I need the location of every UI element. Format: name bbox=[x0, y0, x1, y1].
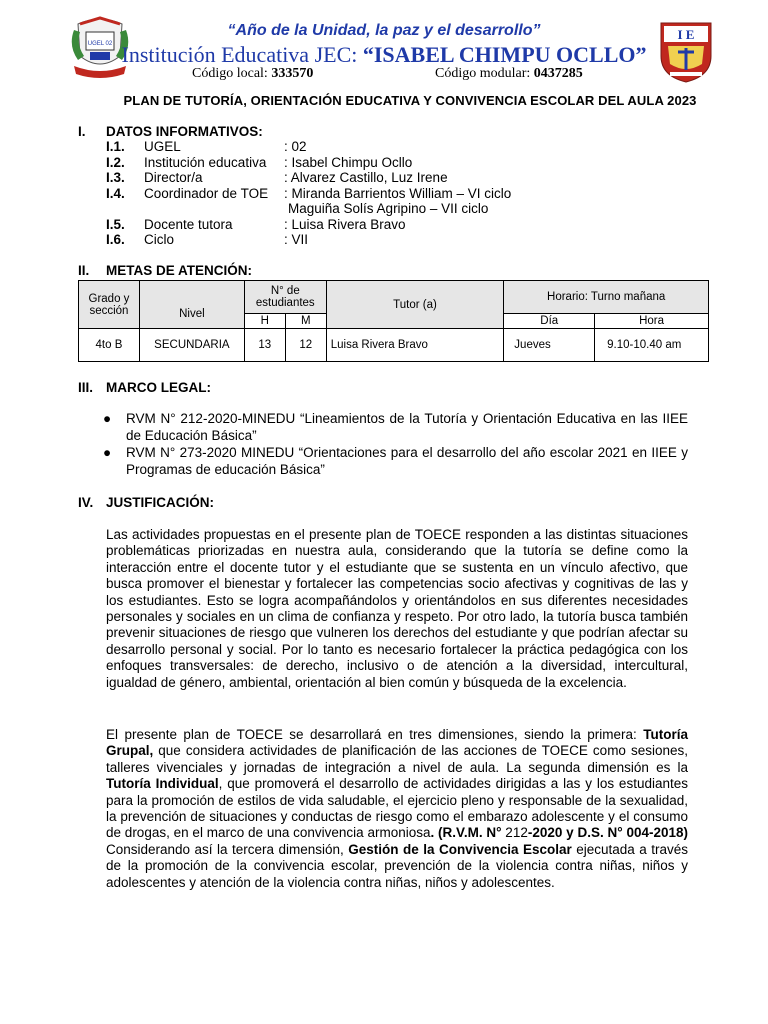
motto: “Año de la Unidad, la paz y el desarrollo” bbox=[227, 22, 541, 39]
codigo-local-value: 333570 bbox=[271, 66, 314, 81]
justificacion-paragraph-2 bbox=[106, 727, 688, 891]
metas-table bbox=[78, 280, 709, 362]
p2-text: , que promoverá el desarrollo de actividades dirigidas a las y los estudiantes para la promoción de estilos de vida saludable, el ejercicio pleno y responsable de la sexualidad, la prevención de situaciones y conductas de riesgo como el embarazo adolescente y el consumo de drogas, en el marco de una convivencia armoniosa bbox=[106, 776, 688, 841]
p2-bold-gestion: Gestión de la Convivencia Escolar bbox=[348, 841, 572, 857]
marco-legal-text: RVM N° 212-2020-MINEDU “Lineamientos de la Tutoría y Orientación Educativa en las IIEE de Educación Básica” bbox=[126, 411, 688, 443]
bullet-icon: ● bbox=[103, 445, 112, 460]
section-title: MARCO LEGAL: bbox=[106, 380, 211, 395]
datos-value: : Alvarez Castillo, Luz Irene bbox=[284, 170, 448, 185]
datos-key: I.4. bbox=[106, 185, 125, 201]
marco-legal-text: RVM N° 273-2020 MINEDU “Orientaciones para el desarrollo del año escolar 2021 en IIEE y Programas de educación Básica” bbox=[126, 445, 688, 477]
header-m: M bbox=[285, 314, 326, 329]
datos-label: UGEL bbox=[144, 139, 181, 154]
section-marco-legal bbox=[78, 380, 478, 396]
institution-name bbox=[0, 42, 768, 68]
table-header-row bbox=[79, 281, 709, 314]
codigo-local bbox=[192, 66, 313, 82]
datos-key: I.2. bbox=[106, 154, 125, 170]
marco-legal-item bbox=[103, 444, 688, 478]
p2-text: Considerando así la tercera dimensión, bbox=[106, 841, 349, 857]
codigo-modular-label: Código modular: bbox=[435, 66, 534, 81]
datos-item-coordinador bbox=[106, 186, 666, 202]
svg-text:UGEL 02: UGEL 02 bbox=[87, 41, 113, 47]
codigo-local-label: Código local: bbox=[192, 66, 272, 81]
datos-label: Director/a bbox=[144, 170, 203, 185]
section-number: IV. bbox=[78, 495, 94, 510]
p2-text: que considera actividades de planificación de las acciones de TOECE como sesiones, talleres vivenciales y jornadas de integración a nivel de aula. La segunda dimensión es la bbox=[106, 743, 688, 775]
p2-bold-rvm: . (R.V.M. N° bbox=[430, 825, 502, 841]
header-hora: Hora bbox=[595, 314, 709, 329]
document-title: PLAN DE TUTORÍA, ORIENTACIÓN EDUCATIVA Y CONVIVENCIA ESCOLAR DEL AULA 2023 bbox=[123, 93, 697, 108]
header-h: H bbox=[244, 314, 285, 329]
datos-value: : VII bbox=[284, 232, 309, 247]
right-shield-logo bbox=[658, 20, 714, 84]
section-title: JUSTIFICACIÓN: bbox=[106, 495, 214, 510]
datos-value: : 02 bbox=[284, 139, 307, 154]
datos-label: Coordinador de TOE bbox=[144, 185, 269, 201]
datos-key: I.6. bbox=[106, 232, 125, 247]
cell-h: 13 bbox=[244, 329, 285, 362]
header-horario: Horario: Turno mañana bbox=[504, 281, 709, 314]
datos-item-ciclo bbox=[106, 232, 666, 248]
section-justificacion bbox=[78, 495, 478, 511]
justificacion-paragraph-1: Las actividades propuestas en el presente plan de TOECE responden a las distintas situaciones problemáticas priorizadas en nuestra aula, considerando que la tutoría se define como la interacción entre el docente tutor y el estudiante que se sustenta en un vínculo afectivo, que busca promover el bienestar y fortalecer las competencias socio afectivas y cognitivas de las y los estudiantes. Esto se logra acompañándolos y orientándolos en sus diferentes necesidades personales y sociales en un clima de confianza y respeto. Por otro lado, la tutoría busca también prevenir situaciones de riesgo que vulneren los derechos del estudiante y que podrían afectar su desarrollo personal y social. Por lo tanto es necesario fortalecer la práctica pedagógica con los enfoques transversales: de derecho, inclusivo o de atención a la diversidad, intercultural, igualdad de género, ambiental, orientación al bien común y búsqueda de la excelencia. bbox=[106, 527, 688, 690]
p2-bold-tutoria-individual: Tutoría Individual bbox=[106, 776, 219, 792]
p2-text: 212 bbox=[501, 825, 528, 841]
datos-label: Docente tutora bbox=[144, 216, 233, 232]
datos-label: Ciclo bbox=[144, 232, 175, 247]
cell-tutor: Luisa Rivera Bravo bbox=[326, 329, 504, 362]
table-row bbox=[79, 329, 709, 362]
header-dia: Día bbox=[504, 314, 595, 329]
header-nro-estudiantes: N° de estudiantes bbox=[244, 281, 326, 314]
cell-hora: 9.10-10.40 am bbox=[595, 329, 709, 362]
cell-grado: 4to B bbox=[79, 329, 140, 362]
section-number: I. bbox=[78, 124, 86, 139]
p2-text: ejecutada a través de la promoción de la convivencia escolar, prevención de la violencia contra niñas, niños y adolescentes y atención de la violencia contra niñas, niños y adolescentes. bbox=[106, 841, 688, 890]
datos-value: : Miranda Barrientos William – VI ciclo bbox=[284, 185, 512, 201]
datos-key: I.5. bbox=[106, 216, 125, 232]
bullet-icon: ● bbox=[103, 411, 112, 426]
institution-title: “ISABEL CHIMPU OCLLO” bbox=[362, 42, 647, 67]
codigo-modular-value: 0437285 bbox=[533, 66, 583, 81]
marco-legal-item bbox=[103, 410, 688, 444]
section-title: METAS DE ATENCIÓN: bbox=[106, 263, 252, 278]
section-number: III. bbox=[78, 380, 94, 395]
datos-value: : Luisa Rivera Bravo bbox=[284, 216, 406, 232]
p2-bold-tutoria-grupal: Tutoría Grupal, bbox=[106, 727, 688, 759]
cell-dia: Jueves bbox=[504, 329, 595, 362]
datos-item-ugel bbox=[106, 139, 666, 155]
datos-key: I.3. bbox=[106, 170, 125, 185]
datos-label: Institución educativa bbox=[144, 154, 267, 170]
header-grado: Grado y sección bbox=[79, 281, 140, 329]
section-metas-atencion bbox=[78, 263, 478, 279]
datos-item-coordinador-2 bbox=[106, 201, 666, 217]
datos-value: Maguiña Solís Agripino – VII ciclo bbox=[288, 201, 489, 216]
institution-prefix: Institución Educativa JEC: bbox=[121, 42, 363, 67]
section-title: DATOS INFORMATIVOS: bbox=[106, 124, 263, 139]
section-number: II. bbox=[78, 263, 90, 278]
p2-text: El presente plan de TOECE se desarrollará en tres dimensiones, siendo la primera: bbox=[106, 727, 644, 742]
header-tutor: Tutor (a) bbox=[326, 281, 504, 329]
p2-bold-ds: -2020 y D.S. N° 004-2018) bbox=[527, 825, 688, 841]
datos-value: : Isabel Chimpu Ocllo bbox=[284, 154, 413, 170]
cell-m: 12 bbox=[285, 329, 326, 362]
svg-text:I E: I E bbox=[677, 27, 695, 42]
datos-item-docente bbox=[106, 217, 666, 233]
section-datos-informativos bbox=[78, 124, 478, 140]
datos-item-director bbox=[106, 170, 666, 186]
datos-key: I.1. bbox=[106, 139, 125, 154]
cell-nivel: SECUNDARIA bbox=[139, 329, 244, 362]
codigo-modular bbox=[435, 66, 583, 82]
header-nivel: Nivel bbox=[139, 281, 244, 329]
datos-item-institucion bbox=[106, 155, 666, 171]
